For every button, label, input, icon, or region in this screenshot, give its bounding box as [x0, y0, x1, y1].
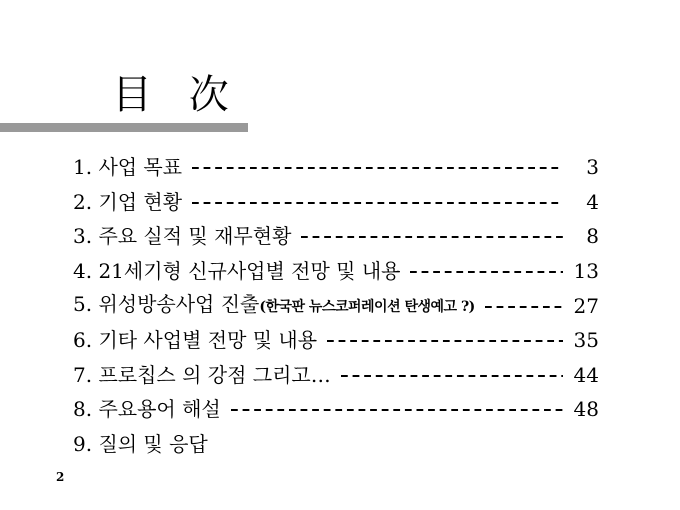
toc-item-9 [73, 427, 599, 462]
toc-dot-leader [410, 271, 563, 273]
toc-item-label: 2. 기업 현황 [73, 189, 183, 214]
toc-page-number: 48 [573, 397, 599, 422]
toc-dot-leader [341, 375, 563, 377]
toc-page-number: 44 [573, 362, 599, 387]
toc-dot-leader [192, 167, 563, 169]
toc-page-number: 3 [586, 155, 599, 180]
toc-item-6 [73, 323, 599, 358]
toc-dot-leader [231, 409, 563, 411]
toc-item-5 [73, 288, 599, 323]
toc-dot-leader [301, 236, 563, 238]
toc-item-1 [73, 150, 599, 185]
page-title: 目 次 [112, 72, 241, 118]
toc-item-subtitle: (한국판 뉴스코퍼레이션 탄생예고 ?) [259, 299, 475, 316]
toc-item-label: 6. 기타 사업별 전망 및 내용 [73, 328, 318, 353]
toc-page-number: 4 [586, 189, 599, 214]
toc-item-4 [73, 254, 599, 289]
toc-page-number: 13 [573, 259, 599, 284]
toc-dot-leader [485, 306, 563, 308]
toc-item-3 [73, 219, 599, 254]
toc-item-label: 1. 사업 목표 [73, 155, 183, 180]
toc-item-8 [73, 392, 599, 427]
table-of-contents [73, 150, 599, 461]
toc-item-label: 7. 프로칩스 의 강점 그리고… [73, 362, 331, 387]
toc-page-number: 8 [586, 224, 599, 249]
toc-item-7 [73, 358, 599, 393]
toc-dot-leader [192, 202, 563, 204]
toc-dot-leader [327, 340, 563, 342]
toc-item-label: 3. 주요 실적 및 재무현황 [73, 224, 292, 249]
toc-item-label: 4. 21세기형 신규사업별 전망 및 내용 [73, 259, 401, 284]
toc-page-number: 27 [573, 293, 599, 318]
toc-item-label: 5. 위성방송사업 진출(한국판 뉴스코퍼레이션 탄생예고 ?) [73, 292, 475, 317]
toc-page-number: 35 [573, 328, 599, 353]
slide-page-number: 2 [56, 470, 65, 484]
toc-item-label: 8. 주요용어 해설 [73, 397, 221, 422]
toc-item-label: 9. 질의 및 응답 [73, 432, 208, 457]
toc-item-2 [73, 185, 599, 220]
title-underline-bar [0, 123, 248, 132]
